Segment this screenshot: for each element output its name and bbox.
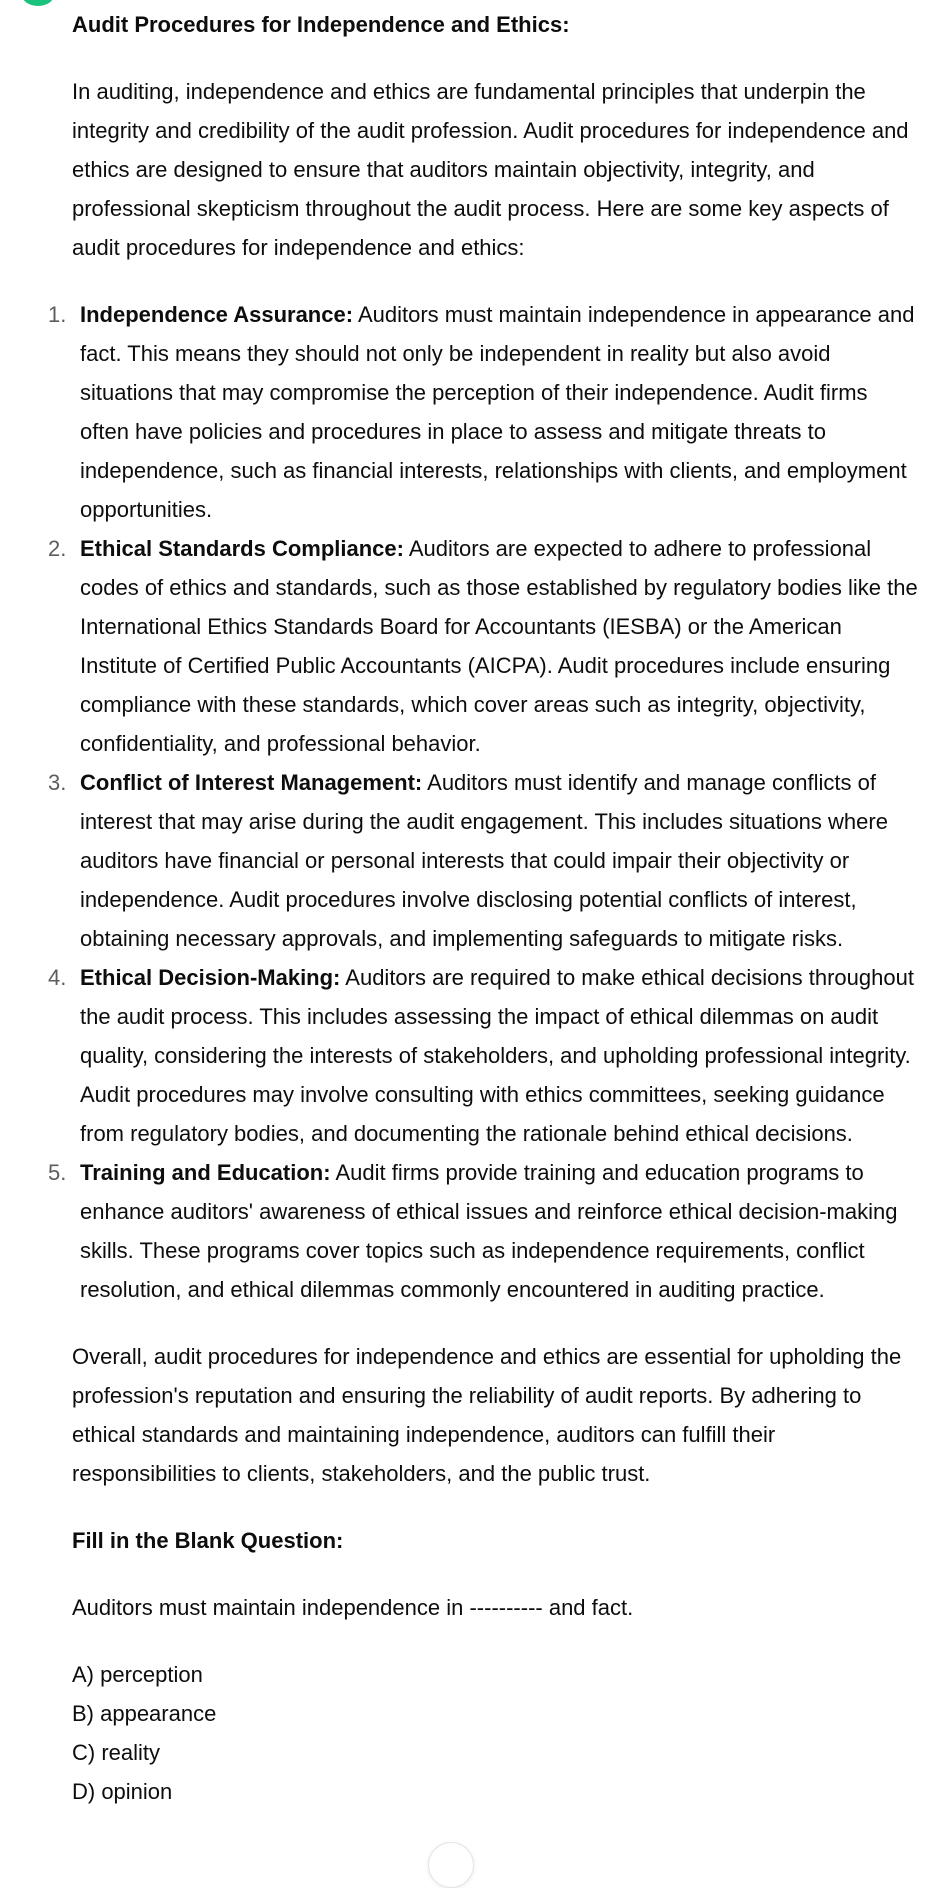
assistant-message	[48, 0, 922, 1811]
list-item-number: 2.	[48, 536, 67, 561]
list-item-text: Auditors must identify and manage conflicts of interest that may arise during the audit engagement. This includes situations where auditors have financial or personal interests that could impair their objectivity or independence. Audit procedures involve disclosing potential conflicts of interest, obtaining necessary approvals, and implementing safeguards to mitigate risks.	[80, 770, 888, 951]
key-aspects-list	[48, 295, 922, 1309]
list-item-term: Independence Assurance:	[80, 302, 354, 327]
list-item-number: 1.	[48, 302, 67, 327]
intro-paragraph: In auditing, independence and ethics are fundamental principles that underpin the integrity and credibility of the audit profession. Audit procedures for independence and ethics are designed to ensure that auditors maintain objectivity, integrity, and professional skepticism throughout the audit process. Here are some key aspects of audit procedures for independence and ethics:	[72, 79, 909, 260]
question-title: Fill in the Blank Question:	[72, 1528, 344, 1553]
list-item-text: Auditors must maintain independence in appearance and fact. This means they should not only be independent in reality but also avoid situations that may compromise the perception of their independence. Audit firms often have policies and procedures in place to assess and mitigate threats to independence, such as financial interests, relationships with clients, and employment opportunities.	[80, 302, 915, 522]
list-item-text: Auditors are expected to adhere to professional codes of ethics and standards, such as those established by regulatory bodies like the International Ethics Standards Board for Accountants (IESBA) or the American Institute of Certified Public Accountants (AICPA). Audit procedures include ensuring compliance with these standards, which cover areas such as integrity, objectivity, confidentiality, and professional behavior.	[80, 536, 918, 756]
list-item	[48, 295, 922, 529]
conclusion-paragraph: Overall, audit procedures for independence and ethics are essential for upholding the profession's reputation and ensuring the reliability of audit reports. By adhering to ethical standards and maintaining independence, auditors can fulfill their responsibilities to clients, stakeholders, and the public trust.	[72, 1344, 902, 1486]
list-item-term: Training and Education:	[80, 1160, 331, 1185]
list-item-text: Audit firms provide training and education programs to enhance auditors' awareness of ethical issues and reinforce ethical decision-making skills. These programs cover topics such as independence requirements, conflict resolution, and ethical dilemmas commonly encountered in auditing practice.	[80, 1160, 898, 1302]
list-item-term: Ethical Standards Compliance:	[80, 536, 404, 561]
list-item	[48, 763, 922, 958]
answer-option: D) opinion	[72, 1779, 173, 1804]
scroll-down-icon[interactable]	[428, 1842, 474, 1888]
message-title: Audit Procedures for Independence and Ethics:	[72, 12, 570, 37]
list-item-number: 4.	[48, 965, 67, 990]
list-item-term: Conflict of Interest Management:	[80, 770, 423, 795]
list-item	[48, 1153, 922, 1309]
assistant-avatar-icon	[22, 0, 54, 6]
answer-option: B) appearance	[72, 1701, 217, 1726]
answer-option: C) reality	[72, 1740, 161, 1765]
list-item-text: Auditors are required to make ethical decisions throughout the audit process. This includes assessing the impact of ethical dilemmas on audit quality, considering the interests of stakeholders, and upholding professional integrity. Audit procedures may involve consulting with ethics committees, seeking guidance from regulatory bodies, and documenting the rationale behind ethical decisions.	[80, 965, 914, 1146]
list-item	[48, 529, 922, 763]
answer-option: A) perception	[72, 1662, 203, 1687]
list-item-number: 5.	[48, 1160, 67, 1185]
list-item-number: 3.	[48, 770, 67, 795]
list-item-term: Ethical Decision-Making:	[80, 965, 341, 990]
question-text: Auditors must maintain independence in ---------- and fact.	[72, 1595, 634, 1620]
answer-options	[72, 1655, 922, 1811]
list-item	[48, 958, 922, 1153]
